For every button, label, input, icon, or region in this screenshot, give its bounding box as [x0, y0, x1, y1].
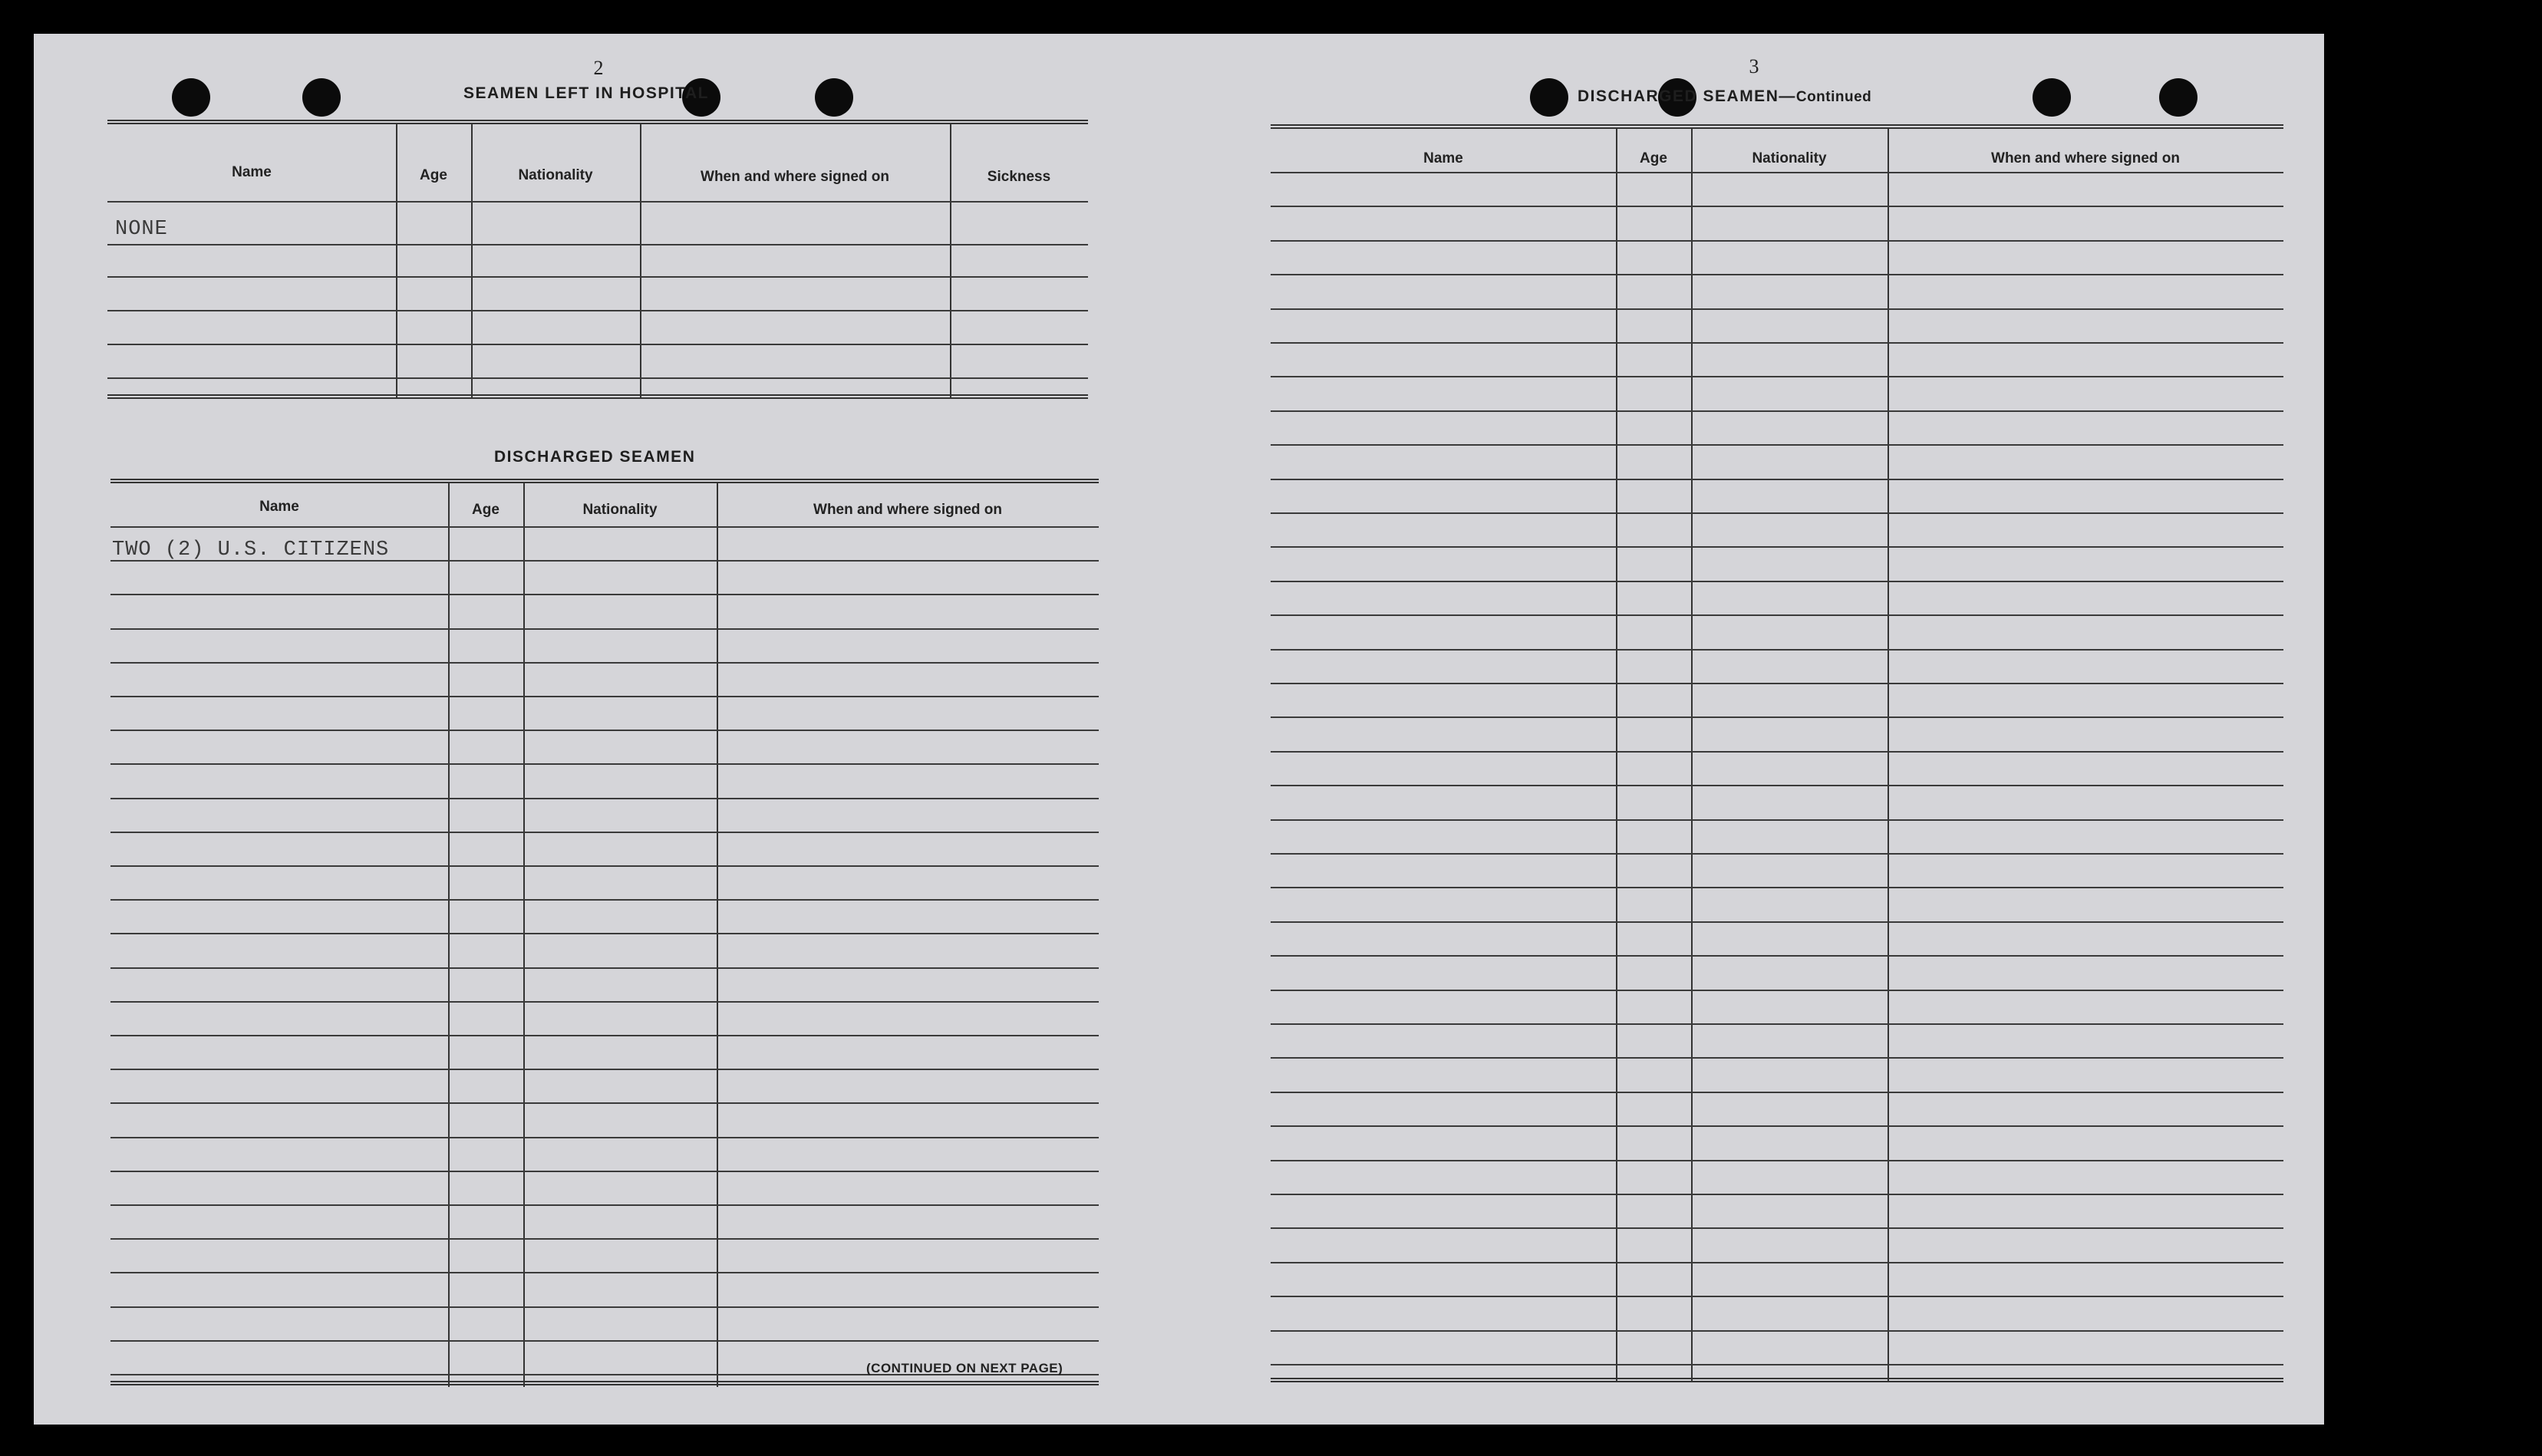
punch-hole: [2159, 78, 2197, 117]
row-rule: [1271, 1125, 2283, 1127]
row-rule: [1271, 887, 2283, 888]
row-rule: [1271, 1227, 2283, 1229]
row-rule: [110, 933, 1099, 934]
row-rule: [1271, 376, 2283, 377]
hospital-table: [107, 120, 1088, 434]
hospital-entry: NONE: [115, 218, 168, 241]
row-rule: [110, 1340, 1099, 1342]
document-sheet: [34, 34, 2324, 1425]
row-rule: [110, 1102, 1099, 1104]
punch-hole: [2033, 78, 2071, 117]
right-page: [1185, 34, 2324, 1425]
row-rule: [1271, 342, 2283, 344]
title-suffix: Continued: [1795, 89, 1872, 105]
hospital-section-title: SEAMEN LEFT IN HOSPITAL: [463, 84, 709, 102]
row-rule: [110, 1069, 1099, 1070]
row-rule: [1271, 1296, 2283, 1297]
row-rule: [110, 832, 1099, 833]
title-main: DISCHARGED SEAMEN: [1578, 87, 1779, 105]
row-rule: [1271, 683, 2283, 684]
row-rule: [110, 899, 1099, 901]
table-bottom-rule: [107, 394, 1088, 399]
row-rule: [1271, 1194, 2283, 1195]
discharged-section-title: DISCHARGED SEAMEN: [494, 448, 696, 466]
title-dash: —: [1779, 87, 1796, 105]
row-rule: [110, 628, 1099, 630]
row-rule: [1271, 1262, 2283, 1263]
row-rule: [1271, 172, 2283, 173]
row-rule: [1271, 308, 2283, 310]
row-rule: [1271, 716, 2283, 718]
column-header-nationality: Nationality: [1752, 150, 1827, 166]
row-rule: [110, 594, 1099, 595]
column-divider: [396, 124, 397, 397]
row-rule: [1271, 1023, 2283, 1025]
row-rule: [1271, 240, 2283, 242]
row-rule: [110, 1171, 1099, 1172]
row-rule: [110, 1204, 1099, 1206]
discharged-continued-title: [1578, 87, 1871, 106]
row-rule: [1271, 581, 2283, 582]
row-rule: [1271, 1092, 2283, 1093]
row-rule: [1271, 785, 2283, 786]
row-rule: [107, 377, 1088, 379]
row-rule: [110, 1035, 1099, 1036]
punch-hole: [815, 78, 853, 117]
row-rule: [1271, 819, 2283, 821]
row-rule: [1271, 1057, 2283, 1059]
row-rule: [110, 1272, 1099, 1273]
row-rule: [1271, 1364, 2283, 1365]
column-header-age: Age: [420, 167, 447, 183]
row-rule: [1271, 921, 2283, 923]
row-rule: [1271, 1160, 2283, 1161]
row-rule: [1271, 853, 2283, 855]
row-rule: [1271, 206, 2283, 207]
row-rule: [110, 865, 1099, 867]
column-divider: [523, 483, 525, 1387]
row-rule: [110, 1137, 1099, 1138]
row-rule: [1271, 512, 2283, 514]
column-header-nationality: Nationality: [582, 502, 658, 518]
column-header-signed-on: When and where signed on: [813, 502, 1002, 518]
punch-hole: [302, 78, 341, 117]
discharged-entry: TWO (2) U.S. CITIZENS: [112, 539, 390, 562]
column-divider: [448, 483, 450, 1387]
row-rule: [1271, 751, 2283, 753]
column-divider: [640, 124, 641, 397]
row-rule: [1271, 479, 2283, 480]
row-rule: [107, 244, 1088, 245]
column-header-nationality: Nationality: [518, 167, 593, 183]
row-rule: [1271, 649, 2283, 651]
row-rule: [110, 967, 1099, 969]
column-header-sickness: Sickness: [987, 169, 1051, 185]
page-number: 2: [593, 57, 604, 79]
row-rule: [110, 662, 1099, 664]
row-rule: [110, 696, 1099, 697]
left-page: [34, 34, 1169, 1425]
table-bottom-rule: [1271, 1378, 2283, 1382]
continued-note: (CONTINUED ON NEXT PAGE): [866, 1361, 1063, 1375]
row-rule: [107, 201, 1088, 203]
row-rule: [110, 763, 1099, 765]
row-rule: [1271, 1330, 2283, 1332]
row-rule: [110, 730, 1099, 731]
column-divider: [471, 124, 473, 397]
table-top-rule: [107, 120, 1088, 124]
column-header-age: Age: [1640, 150, 1667, 166]
table-top-rule: [110, 479, 1099, 483]
row-rule: [110, 1001, 1099, 1003]
column-header-age: Age: [472, 502, 499, 518]
row-rule: [110, 798, 1099, 799]
punch-hole: [1530, 78, 1568, 117]
row-rule: [107, 310, 1088, 311]
row-rule: [110, 1306, 1099, 1308]
column-header-signed-on: When and where signed on: [1991, 150, 2180, 166]
row-rule: [1271, 410, 2283, 412]
discharged-table: [110, 479, 1099, 1399]
row-rule: [1271, 444, 2283, 446]
table-bottom-rule: [110, 1381, 1099, 1385]
column-header-signed-on: When and where signed on: [701, 169, 889, 185]
column-header-name: Name: [1423, 150, 1463, 166]
table-top-rule: [1271, 124, 2283, 129]
column-header-name: Name: [259, 499, 299, 515]
row-rule: [1271, 990, 2283, 991]
row-rule: [1271, 614, 2283, 616]
row-rule: [110, 1238, 1099, 1240]
row-rule: [1271, 955, 2283, 957]
row-rule: [1271, 274, 2283, 275]
punch-hole: [172, 78, 210, 117]
row-rule: [107, 276, 1088, 278]
page-number: 3: [1749, 55, 1759, 77]
column-divider: [950, 124, 951, 397]
column-header-name: Name: [232, 164, 272, 180]
column-divider: [717, 483, 718, 1387]
row-rule: [110, 526, 1099, 528]
row-rule: [1271, 546, 2283, 548]
row-rule: [107, 344, 1088, 345]
discharged-continued-table: [1271, 124, 2283, 1390]
